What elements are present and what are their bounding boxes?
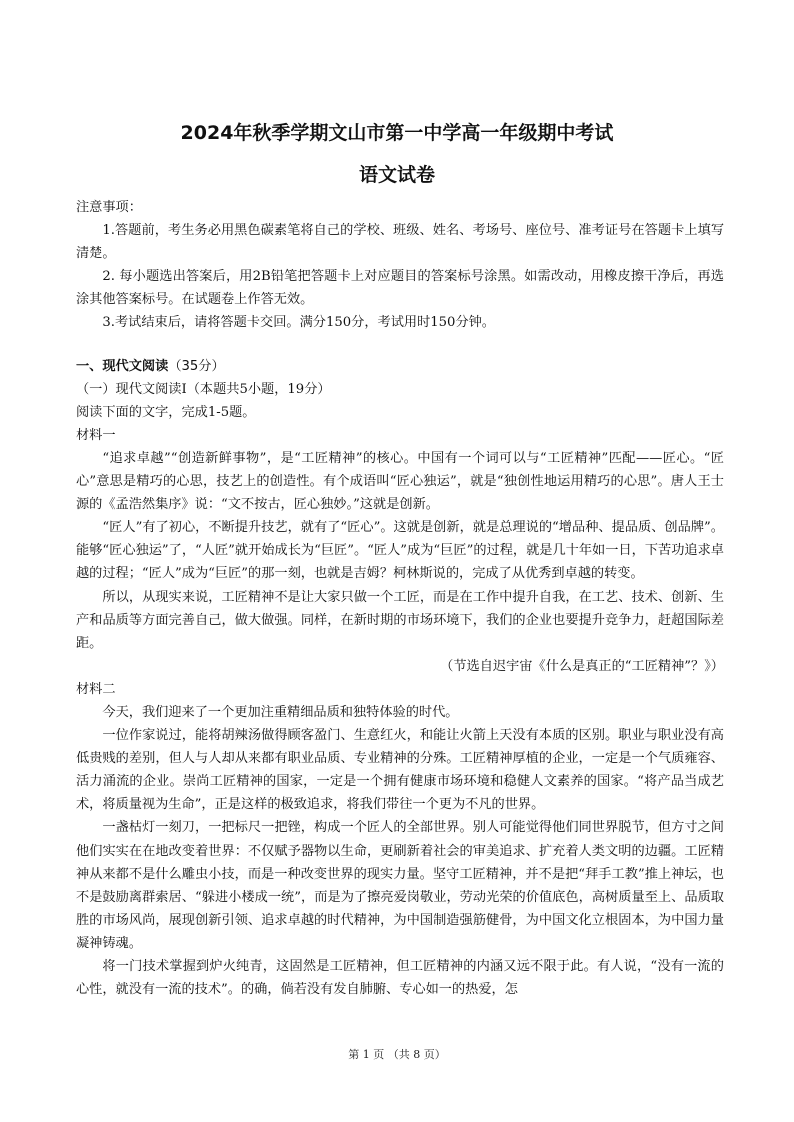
section-score: （35分） bbox=[168, 358, 225, 374]
material-1-paragraph: 所以，从现实来说，工匠精神不是让大家只做一个工匠，而是在工作中提升自我，在工艺、技术、创新、生产和品质等方面完善自己，做大做强。同样，在新时期的市场环境下，我们的企业也要提升竞争力，赶超国际差距。 bbox=[76, 589, 724, 651]
subsection-heading: （一）现代文阅读Ⅰ（本题共5小题，19分） bbox=[76, 381, 331, 397]
material-1-source: （节选自迟宇宙《什么是真正的“工匠精神”？》） bbox=[440, 658, 724, 674]
page-number: 第 1 页 （共 8 页） bbox=[348, 1048, 446, 1061]
section-heading bbox=[76, 355, 724, 378]
notice-item-2: 2. 每小题选出答案后，用2B铅笔把答题卡上对应题目的答案标号涂黑。如需改动，用橡皮擦干净后，再选涂其他答案标号。在试题卷上作答无效。 bbox=[76, 269, 724, 308]
reading-instruction: 阅读下面的文字，完成1-5题。 bbox=[76, 404, 256, 420]
material-2-label: 材料二 bbox=[76, 681, 116, 697]
material-1-paragraph: “追求卓越”“创造新鲜事物”，是“工匠精神”的核心。中国有一个词可以与“工匠精神”匹配——匠心。“匠心”意思是精巧的心思，技艺上的创造性。有个成语叫“匠心独运”，就是“独创性地运用精巧的心思”。唐人王士源的《孟浩然集序》说：“文不按古，匠心独妙。”这就是创新。 bbox=[76, 450, 724, 513]
exam-title: 2024年秋季学期文山市第一中学高一年级期中考试 bbox=[180, 122, 614, 144]
exam-body bbox=[76, 196, 724, 1001]
material-2-paragraph: 一位作家说过，能将胡辣汤做得顾客盈门、生意红火，和能让火箭上天没有本质的区别。职业与职业没有高低贵贱的差别，但人与人却从来都有职业品质、专业精神的分殊。工匠精神厚植的企业，一定是一个气质雍容、活力涌流的企业。崇尚工匠精神的国家，一定是一个拥有健康市场环境和稳健人文素养的国家。“将产品当成艺术，将质量视为生命”，正是这样的极致追求，将我们带往一个更为不凡的世界。 bbox=[76, 728, 724, 813]
notice-item-1: 1.答题前，考生务必用黑色碳素笔将自己的学校、班级、姓名、考场号、座位号、准考证号在答题卡上填写清楚。 bbox=[76, 223, 724, 262]
section-title: 一、现代文阅读 bbox=[76, 358, 169, 374]
material-1-paragraph: “匠人”有了初心，不断提升技艺，就有了“匠心”。这就是创新，就是总理说的“增品种、提品质、创品牌”。能够“匠心独运”了，“人匠”就开始成长为“巨匠”。“匠人”成为“巨匠”的过程，就是几十年如一日，下苦功追求卓越的过程；“匠人”成为“巨匠”的那一刻，也就是吉姆？柯林斯说的，完成了从优秀到卓越的转变。 bbox=[76, 520, 724, 582]
notice-heading: 注意事项： bbox=[76, 200, 142, 215]
notice-item-3: 3.考试结束后，请将答题卡交回。满分150分，考试用时150分钟。 bbox=[102, 315, 495, 331]
material-2-paragraph: 一盏枯灯一刻刀，一把标尺一把锉，构成一个匠人的全部世界。别人可能觉得他们同世界脱节，但方寸之间他们实实在在地改变着世界：不仅赋予器物以生命，更刷新着社会的审美追求、扩充着人类文明的边疆。工匠精神从来都不是什么雕虫小技，而是一种改变世界的现实力量。坚守工匠精神，并不是把“拜手工教”推上神坛，也不是鼓励离群索居、“躲进小楼成一统”，而是为了擦亮爱岗敬业，劳动光荣的价值底色，高树质量至上、品质取胜的市场风尚，展现创新引领、追求卓越的时代精神，为中国制造强筋健骨，为中国文化立根固本，为中国力量凝神铸魂。 bbox=[76, 820, 724, 951]
material-1-label: 材料一 bbox=[76, 427, 116, 443]
exam-subtitle: 语文试卷 bbox=[358, 164, 435, 186]
material-2-paragraph: 将一门技术掌握到炉火纯青，这固然是工匠精神，但工匠精神的内涵又远不限于此。有人说，“没有一流的心性，就没有一流的技术”。的确，倘若没有发自肺腑、专心如一的热爱，怎 bbox=[76, 959, 724, 998]
material-2-paragraph: 今天，我们迎来了一个更加注重精细品质和独特体验的时代。 bbox=[102, 704, 459, 720]
